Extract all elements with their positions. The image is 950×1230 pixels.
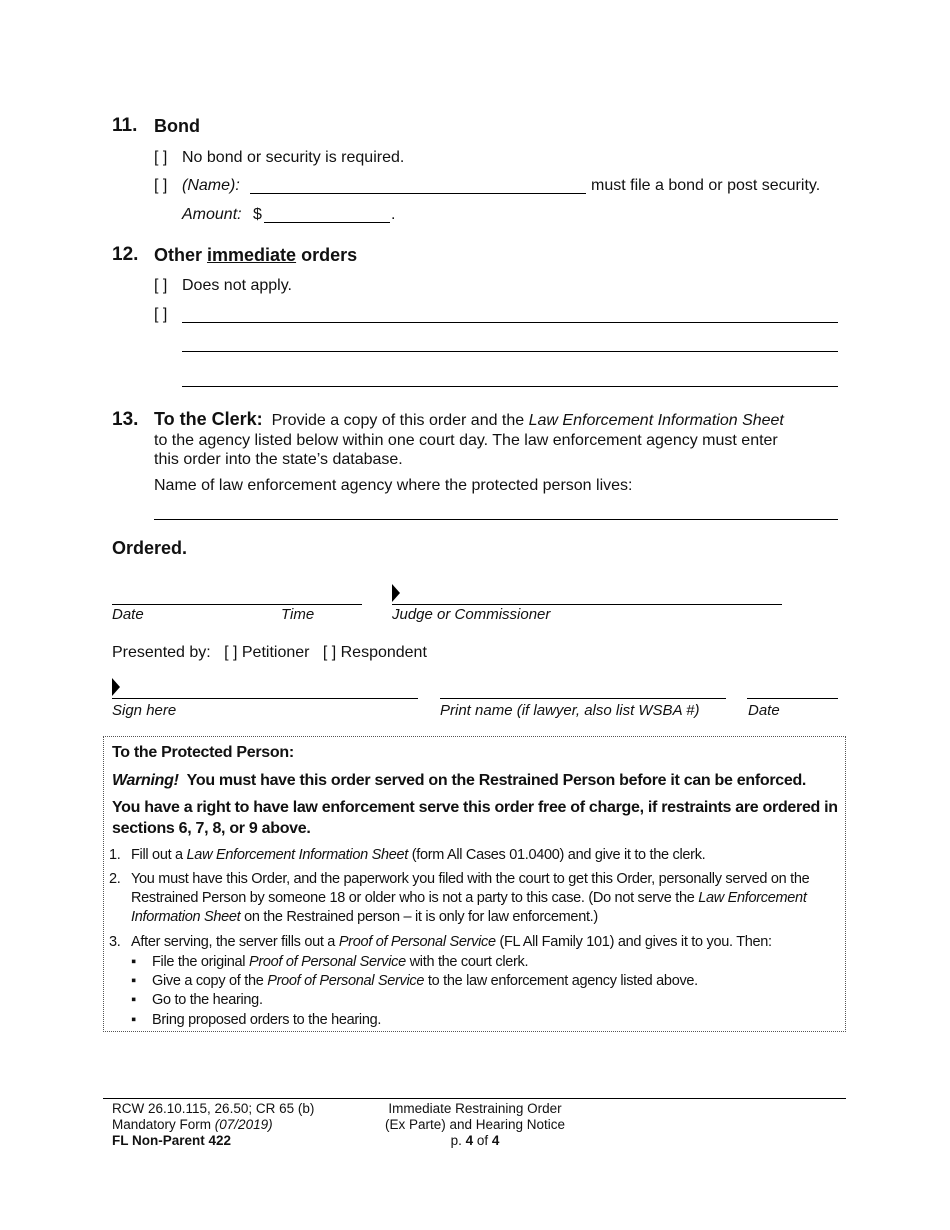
notice-item-2-line-3-text: on the Restrained person – it is only for law enforcement.) <box>244 909 598 925</box>
notice-item-3-text-a: After serving, the server fills out a <box>131 934 336 950</box>
section-13-line-1-italic: Law Enforcement Information Sheet <box>528 412 784 429</box>
agency-name-field[interactable] <box>154 519 838 520</box>
judge-caption: Judge or Commissioner <box>392 606 551 623</box>
notice-item-2-line-3 <box>131 909 598 925</box>
footer-rcw: RCW 26.10.115, 26.50; CR 65 (b) <box>112 1101 315 1116</box>
sign-here-caption: Sign here <box>112 702 177 719</box>
bullet-item-3: Go to the hearing. <box>152 992 263 1008</box>
footer-page-prefix: p. <box>450 1133 462 1148</box>
signature-arrow-icon <box>392 584 400 602</box>
notice-item-3-number: 3. <box>109 934 121 950</box>
judge-signature-line[interactable] <box>392 604 782 605</box>
section-11-number: 11. <box>112 115 138 136</box>
notice-item-1 <box>131 847 705 863</box>
sign-here-arrow-icon <box>112 678 120 696</box>
bond-amount-currency: $ <box>253 206 262 223</box>
petitioner-label: Petitioner <box>241 644 310 661</box>
bullet-item-2 <box>152 973 698 989</box>
bullet-icon: ▪ <box>131 992 136 1008</box>
orders-option-1-checkbox[interactable]: [ ] <box>154 277 168 294</box>
petitioner-checkbox[interactable]: [ ] <box>224 644 238 661</box>
bond-name-label: (Name): <box>182 177 240 194</box>
bond-option-1-label: No bond or security is required. <box>182 149 405 166</box>
bond-amount-period: . <box>391 206 396 223</box>
bullet-2-text-a: Give a copy of the <box>152 973 264 989</box>
bullet-1-text-b: with the court clerk. <box>409 954 529 970</box>
notice-item-3-italic: Proof of Personal Service <box>338 934 496 950</box>
footer-mandatory-form <box>112 1117 314 1133</box>
orders-option-1-label: Does not apply. <box>182 277 292 294</box>
respondent-label: Respondent <box>340 644 427 661</box>
bullet-icon: ▪ <box>131 1012 136 1028</box>
notice-right-line-2: sections 6, 7, 8, or 9 above. <box>112 820 311 837</box>
bond-amount-label: Amount: <box>182 206 242 223</box>
date-caption: Date <box>112 606 144 623</box>
notice-item-2-line-1: You must have this Order, and the paperwork you filed with the court to get this Order, personally served on the <box>131 871 810 887</box>
section-13-title: To the Clerk: <box>154 409 263 429</box>
warning-text: You must have this order served on the Restrained Person before it can be enforced. <box>186 772 807 789</box>
bullet-icon: ▪ <box>131 973 136 989</box>
footer-page-of: of <box>476 1133 489 1148</box>
time-caption: Time <box>281 606 315 623</box>
section-11-title: Bond <box>154 116 200 136</box>
notice-item-3 <box>131 934 772 950</box>
footer-middle <box>365 1101 585 1149</box>
bond-option-2-checkbox[interactable]: [ ] <box>154 177 168 194</box>
notice-warning <box>112 772 806 790</box>
footer-form-title-1: Immediate Restraining Order <box>388 1101 562 1116</box>
section-13-line-1 <box>154 409 784 430</box>
notice-item-1-text-a: Fill out a <box>131 847 183 863</box>
presented-by-label: Presented by: <box>112 644 211 661</box>
other-orders-line-3[interactable] <box>182 386 838 387</box>
other-orders-line-2[interactable] <box>182 351 838 352</box>
other-orders-line-1[interactable] <box>182 322 838 323</box>
date-2-caption: Date <box>748 702 780 719</box>
print-name-line[interactable] <box>440 698 726 699</box>
bond-name-field[interactable] <box>250 193 586 194</box>
agency-label: Name of law enforcement agency where the protected person lives: <box>154 477 633 494</box>
footer-page-current: 4 <box>465 1133 474 1148</box>
bond-option-2-suffix: must file a bond or post security. <box>591 177 821 194</box>
footer-form-number: FL Non-Parent 422 <box>112 1133 232 1148</box>
bullet-1-italic: Proof of Personal Service <box>248 954 406 970</box>
notice-item-2-line-2-italic: Law Enforcement <box>698 890 807 906</box>
section-13-line-2: to the agency listed below within one court day. The law enforcement agency must enter <box>154 432 778 449</box>
section-12-title-suffix: orders <box>301 245 358 265</box>
notice-item-2-line-2-text: Restrained Person by someone 18 or older who is not a party to this case. (Do not serve the <box>131 890 695 906</box>
footer-form-date: (07/2019) <box>214 1117 273 1132</box>
print-name-caption: Print name (if lawyer, also list WSBA #) <box>440 702 700 719</box>
bond-option-1-checkbox[interactable]: [ ] <box>154 149 168 166</box>
date-time-signature-line[interactable] <box>112 604 362 605</box>
date-2-line[interactable] <box>747 698 838 699</box>
notice-right-line-1: You have a right to have law enforcement serve this order free of charge, if restraints are ordered in <box>112 799 838 816</box>
bullet-item-1 <box>152 954 528 970</box>
section-12-title <box>154 245 357 266</box>
footer-mandatory-label: Mandatory Form <box>112 1117 212 1132</box>
notice-item-1-number: 1. <box>109 847 121 863</box>
warning-label: Warning! <box>112 772 179 789</box>
notice-item-2-number: 2. <box>109 871 121 887</box>
notice-item-2-line-2 <box>131 890 807 906</box>
footer-page-number <box>365 1133 585 1149</box>
ordered-heading: Ordered. <box>112 538 188 558</box>
respondent-checkbox[interactable]: [ ] <box>322 644 337 661</box>
notice-heading: To the Protected Person: <box>112 744 294 761</box>
bullet-1-text-a: File the original <box>152 954 246 970</box>
footer-form-title-2: (Ex Parte) and Hearing Notice <box>384 1117 566 1132</box>
section-13-line-3: this order into the state’s database. <box>154 451 403 468</box>
notice-item-1-italic: Law Enforcement Information Sheet <box>186 847 408 863</box>
notice-item-3-text-b: (FL All Family 101) and gives it to you. Then: <box>499 934 772 950</box>
orders-option-2-checkbox[interactable]: [ ] <box>154 306 168 323</box>
notice-item-2-line-3-italic: Information Sheet <box>131 909 241 925</box>
footer-left <box>112 1101 314 1149</box>
section-12-title-underlined: immediate <box>207 245 297 265</box>
notice-item-1-text-b: (form All Cases 01.0400) and give it to the clerk. <box>411 847 706 863</box>
bullet-icon: ▪ <box>131 954 136 970</box>
bullet-2-text-b: to the law enforcement agency listed above. <box>427 973 698 989</box>
section-13-number: 13. <box>112 409 139 430</box>
footer-divider <box>103 1098 846 1099</box>
sign-here-line[interactable] <box>112 698 418 699</box>
section-13-line-1-text: Provide a copy of this order and the <box>271 412 525 429</box>
bullet-item-4: Bring proposed orders to the hearing. <box>152 1012 382 1028</box>
section-12-title-prefix: Other <box>154 245 203 265</box>
bond-amount-field[interactable] <box>264 222 390 223</box>
section-12-number: 12. <box>112 244 139 265</box>
footer-page-total: 4 <box>491 1133 500 1148</box>
presented-by-row <box>112 644 427 662</box>
bullet-2-italic: Proof of Personal Service <box>267 973 425 989</box>
